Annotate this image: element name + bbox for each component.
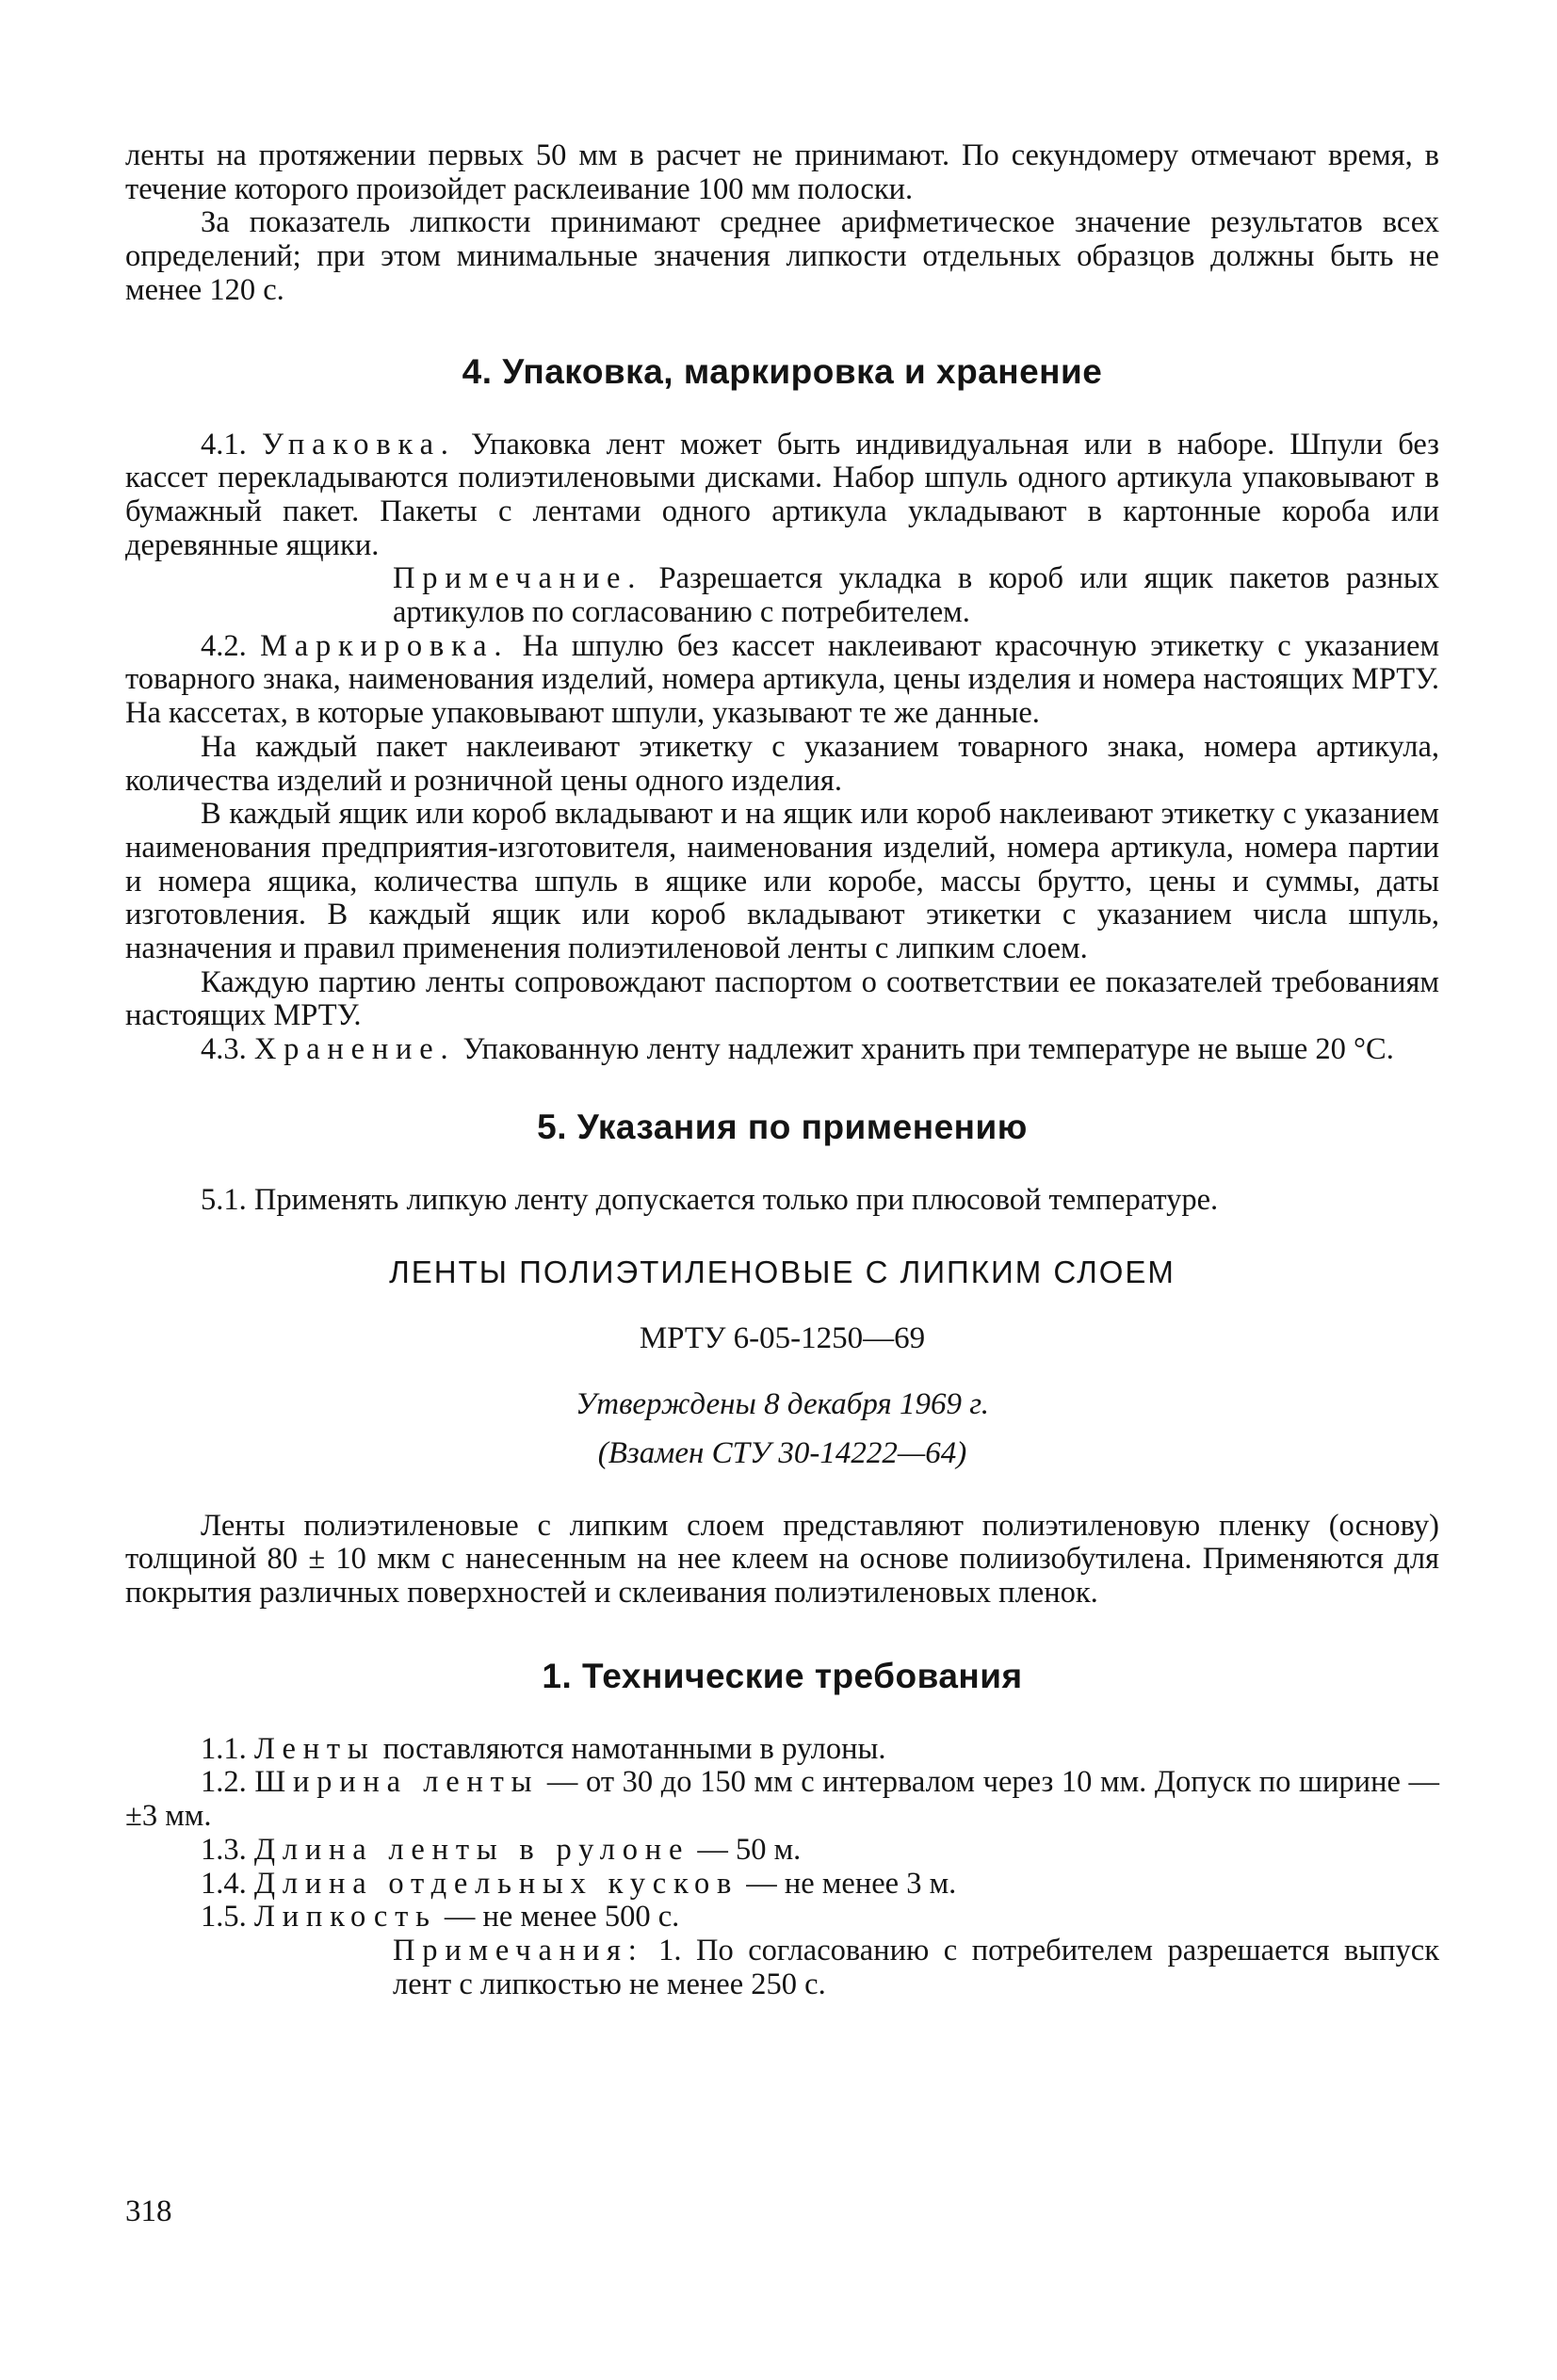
notes-label: Примечания:: [393, 1933, 644, 1967]
note-paragraph: [393, 562, 1439, 629]
clause-label: Упаковка.: [261, 427, 456, 461]
clause-text: поставляются намотанными в рулоны.: [382, 1731, 886, 1766]
clause-number: 4.1.: [201, 427, 247, 461]
clause-text: Применять липкую ленту допускается только при плюсовой температуре.: [253, 1182, 1219, 1217]
clause-1-5: [125, 1901, 1439, 1935]
note-label: Примечание.: [393, 561, 643, 596]
clause-text: — 50 м.: [697, 1832, 802, 1867]
clause-4-1: [125, 429, 1439, 563]
clause-1-1: [125, 1733, 1439, 1767]
paragraph: В каждый ящик или короб вкладывают и на ящик или короб наклеивают этикетку с указанием наименования предприятия-изготовителя, наименования изделий, номера артикула, номера партии и номера ящика, количества шпуль в ящике или коробе, массы брутто, цены и суммы, даты изготовления. В каждый ящик или короб вкладывают этикетки с указанием числа шпуль, назначения и правил применения полиэтиленовой ленты с липким слоем.: [125, 797, 1439, 966]
clause-text: Упакованную ленту надлежит хранить при температуре не выше 20 °С.: [462, 1032, 1394, 1067]
section-heading-1: 1. Технические требования: [542, 1656, 1023, 1695]
section-heading-4: 4. Упаковка, маркировка и хранение: [462, 351, 1103, 391]
paragraph: На каждый пакет наклеивают этикетку с указанием товарного знака, номера артикула, количества изделий и розничной цены одного изделия.: [125, 729, 1439, 798]
document-page: [125, 139, 1439, 2001]
clause-label: Длина отдельных кусков: [253, 1866, 739, 1901]
clause-label: Хранение.: [253, 1032, 456, 1067]
clause-4-2: [125, 630, 1439, 731]
clause-5-1: [125, 1184, 1439, 1218]
clause-number: 5.1.: [201, 1182, 247, 1217]
notes-1-5: [393, 1935, 1439, 2001]
intro-paragraph: Ленты полиэтиленовые с липким слоем представляют полиэтиленовую пленку (основу) толщиной 80 ± 10 мкм с нанесенным на нее клеем на основе полиизобутилена. Применяются для покрытия различных поверхностей и склеивания полиэтиленовых пленок.: [125, 1508, 1439, 1610]
clause-label: Ленты: [253, 1731, 376, 1766]
clause-number: 4.2.: [201, 628, 247, 663]
clause-text: — от 30 до 150 мм с интервалом через 10 мм. Допуск по ширине — ±3 мм.: [125, 1765, 1439, 1834]
clause-label: Маркировка.: [260, 628, 510, 663]
clause-number: 1.3.: [201, 1832, 247, 1867]
clause-number: 4.3.: [201, 1032, 247, 1067]
clause-1-2: [125, 1766, 1439, 1833]
clause-4-3: [125, 1033, 1439, 1067]
replaces-standard: (Взамен СТУ 30-14222—64): [597, 1435, 967, 1470]
clause-text: На шпулю без кассет наклеивают красочную этикетку с указанием товарного знака, наименования изделий, номера артикула, цены изделия и номера настоящих МРТУ. На кассетах, в которые упаковывают шпули, указывают те же данные.: [125, 628, 1440, 731]
note-4-1: [393, 562, 1439, 629]
clause-label: Ширина ленты: [254, 1765, 540, 1800]
clause-1-3: [125, 1834, 1439, 1868]
section-heading-5: 5. Указания по применению: [537, 1107, 1028, 1146]
document-code: МРТУ 6-05-1250—69: [639, 1320, 926, 1355]
clause-text: Упаковка лент может быть индивидуальная или в наборе. Шпули без кассет перекладываются полиэтиленовыми дисками. Набор шпуль одного артикула упаковывают в бумажный пакет. Пакеты с лентами одного артикула укладывают в картонные короба или деревянные ящики.: [125, 427, 1440, 562]
clause-label: Длина ленты в рулоне: [253, 1832, 690, 1867]
note-text: Разрешается укладка в короб или ящик пакетов разных артикулов по согласованию с потребителем.: [393, 561, 1439, 630]
document-title: ЛЕНТЫ ПОЛИЭТИЛЕНОВЫЕ С ЛИПКИМ СЛОЕМ: [389, 1254, 1176, 1289]
clause-1-4: [125, 1868, 1439, 1902]
paragraph: ленты на протяжении первых 50 мм в расчет не принимают. По секундомеру отмечают время, в течение которого произойдет расклеивание 100 мм полоски.: [125, 138, 1439, 206]
clause-number: 1.2.: [201, 1765, 247, 1800]
paragraph: Каждую партию ленты сопровождают паспортом о соответствии ее показателей требованиям настоящих МРТУ.: [125, 964, 1439, 1033]
clause-number: 1.4.: [201, 1866, 247, 1901]
clause-number: 1.5.: [201, 1900, 247, 1935]
clause-number: 1.1.: [201, 1731, 247, 1766]
note-paragraph: [393, 1935, 1439, 2001]
paragraph: За показатель липкости принимают среднее арифметическое значение результатов всех определений; при этом минимальные значения липкости отдельных образцов должны быть не менее 120 с.: [125, 205, 1439, 307]
clause-text: — не менее 3 м.: [746, 1866, 957, 1901]
notes-text: 1. По согласованию с потребителем разрешается выпуск лент с липкостью не менее 250 с.: [393, 1933, 1440, 2001]
approval-date: Утверждены 8 декабря 1969 г.: [576, 1386, 989, 1421]
clause-text: — не менее 500 с.: [444, 1900, 680, 1935]
page-number: 318: [125, 2194, 172, 2228]
clause-label: Липкость: [253, 1900, 437, 1935]
